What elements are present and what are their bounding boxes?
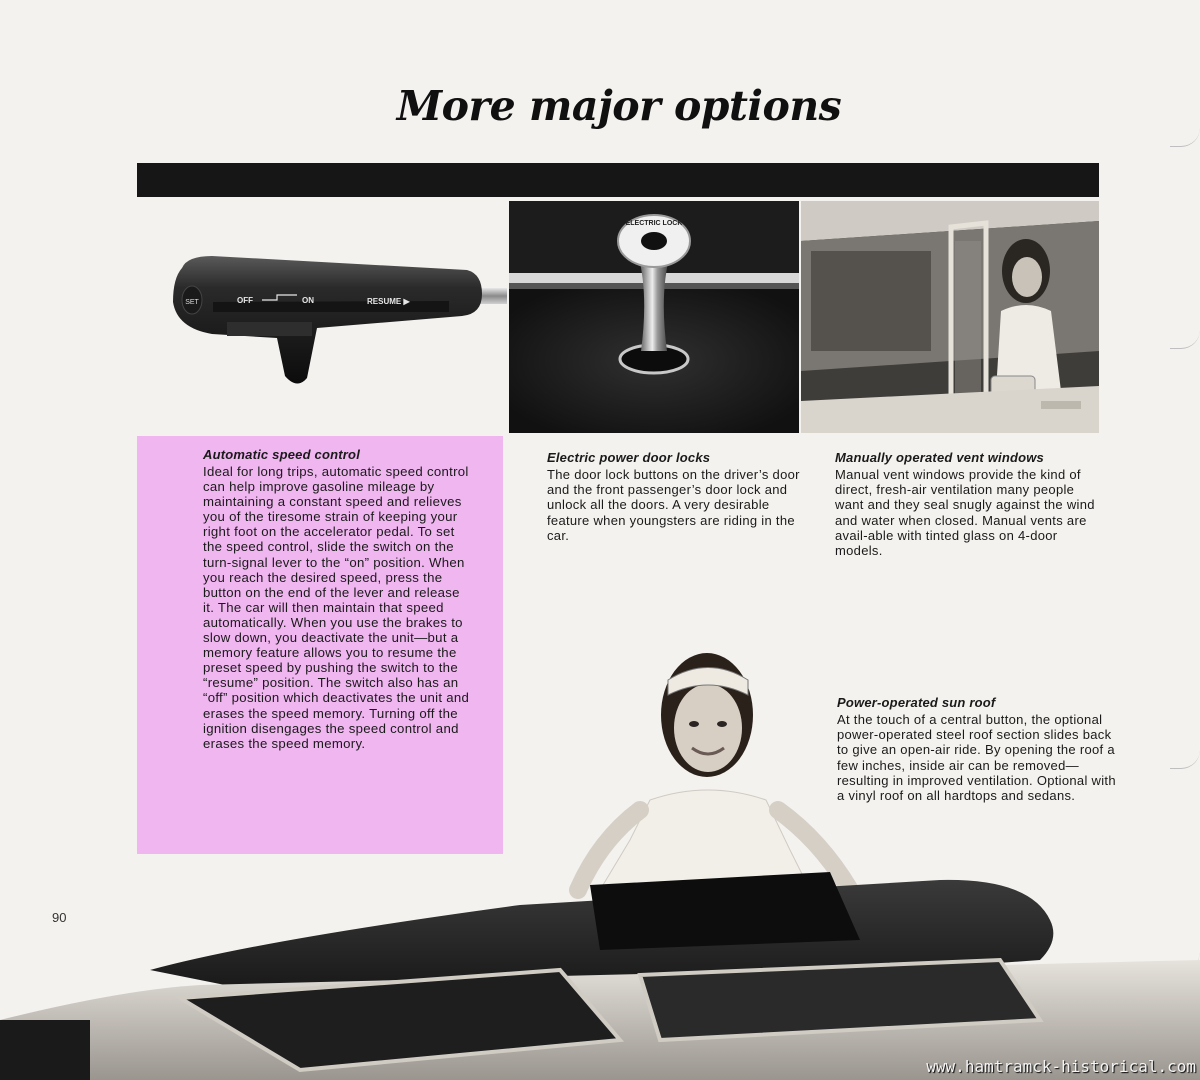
- door-locks-body: The door lock buttons on the driver’s door and the front passenger’s door lock and unlock all the doors. A very desirable feature when youngsters are riding in the car.: [547, 467, 800, 543]
- sun-roof-section: [837, 695, 1122, 803]
- lever-on-label: ON: [302, 296, 314, 305]
- door-locks-heading: Electric power door locks: [547, 450, 711, 465]
- lever-off-label: OFF: [237, 296, 253, 305]
- vent-windows-section: [835, 450, 1097, 558]
- door-lock-photo: [509, 201, 799, 433]
- binder-tick: [1170, 330, 1200, 349]
- vent-windows-heading: Manually operated vent windows: [835, 450, 1044, 465]
- vent-window-photo: [801, 201, 1099, 433]
- lever-set-label: SET: [185, 299, 199, 306]
- door-locks-section: [547, 450, 802, 543]
- vent-windows-body: Manual vent windows provide the kind of direct, fresh-air ventilation many people want and they seal snugly against the wind and water when closed. Manual vents are avail-able with tinted glass on 4-door models.: [835, 467, 1095, 559]
- binder-tick: [1170, 128, 1200, 147]
- header-rule-bar: [137, 163, 1099, 197]
- lock-knob-text: ELECTRIC LOCK: [625, 220, 683, 227]
- speed-control-heading: Automatic speed control: [203, 447, 361, 462]
- speed-control-body: Ideal for long trips, automatic speed control can help improve gasoline mileage by maintaining a constant speed and relieves you of the tiresome strain of keeping your right foot on the accelerator pedal. To set the speed control, slide the switch on the turn-signal lever to the “on” position. When you reach the desired speed, press the button on the end of the lever and release it. The car will then maintain that speed automatically. When you use the brakes to slow down, you deactivate the unit—but a memory feature allows you to resume the preset speed by pushing the switch to the “resume” position. The switch also has an “off” position which deactivates the unit and erases the speed memory. Turning off the ignition disengages the speed control and erases the speed memory.: [203, 464, 470, 751]
- speed-control-lever-photo: [137, 198, 507, 434]
- sun-roof-body: At the touch of a central button, the optional power-operated steel roof section slides back to give an open-air ride. By opening the roof a few inches, inside air can be removed—resulting in improved ventilation. Optional with a vinyl roof on all hardtops and sedans.: [837, 712, 1116, 804]
- watermark-url[interactable]: www.hamtramck-historical.com: [926, 1057, 1196, 1076]
- page-number: 90: [52, 910, 67, 925]
- lever-resume-label: RESUME ▶: [367, 297, 410, 306]
- sun-roof-heading: Power-operated sun roof: [837, 695, 996, 710]
- page-title: More major options: [396, 82, 842, 130]
